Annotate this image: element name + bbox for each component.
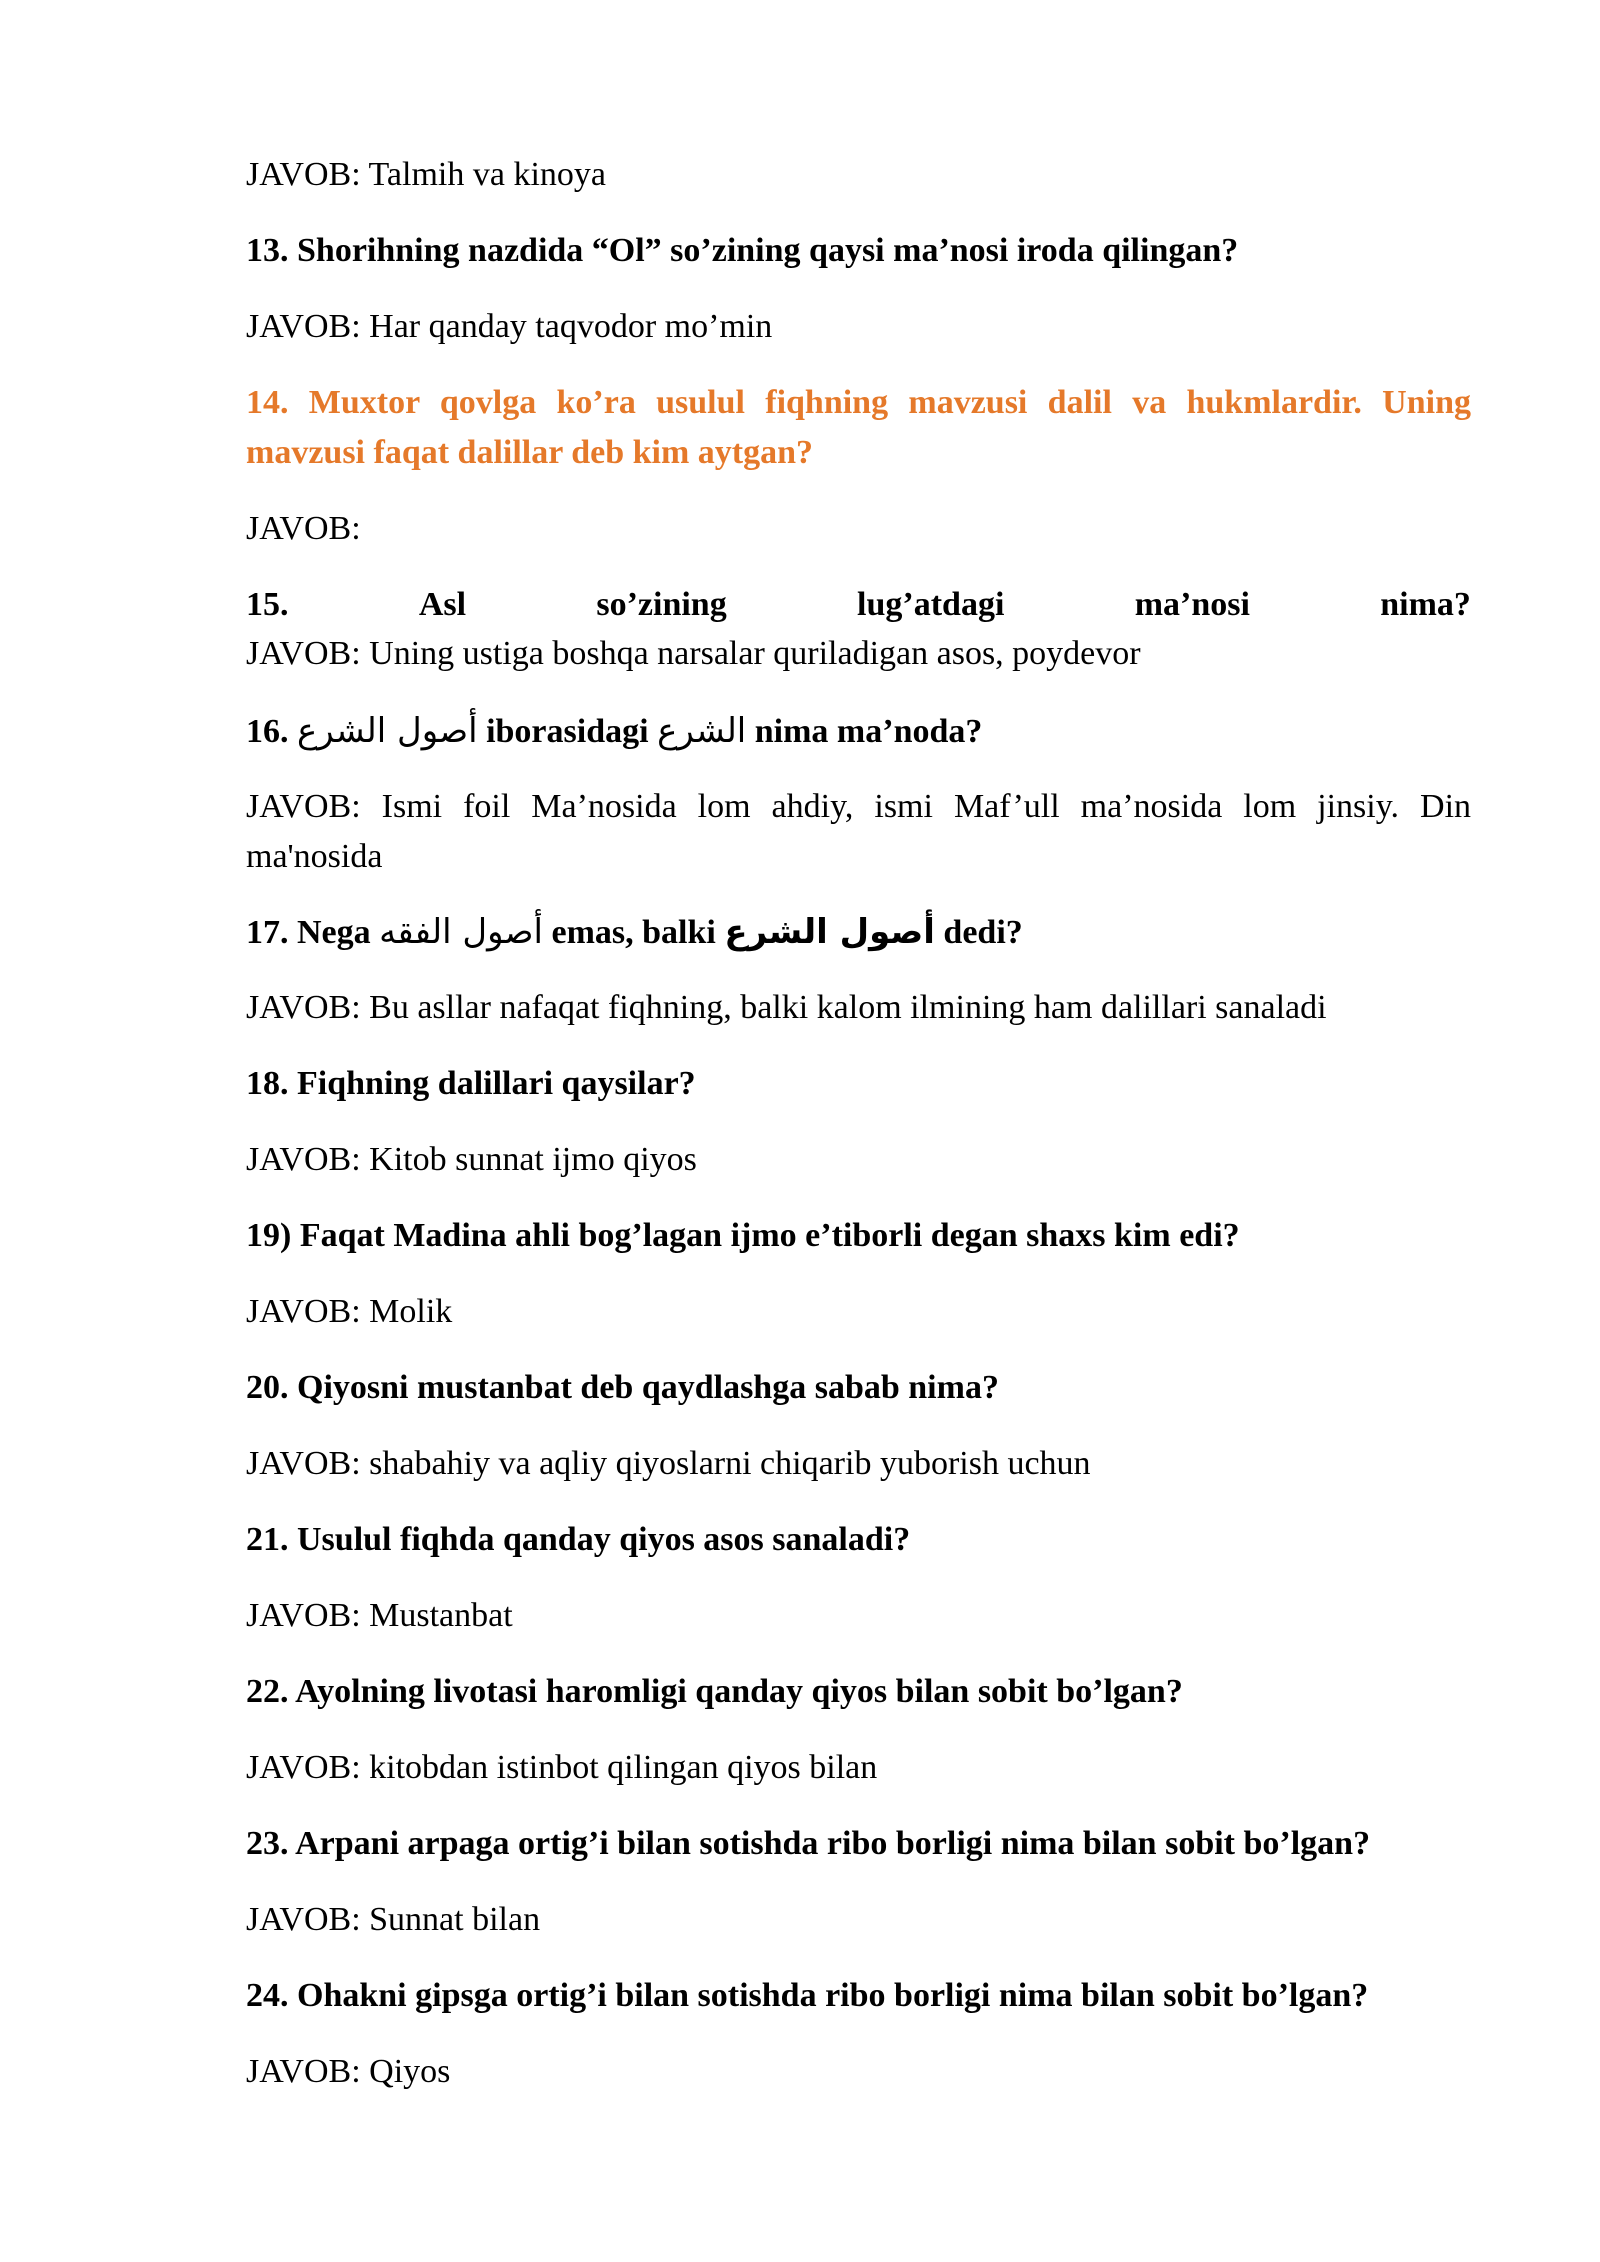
answer-12: JAVOB: Talmih va kinoya xyxy=(246,156,606,193)
answer-22: JAVOB: kitobdan istinbot qilingan qiyos bilan xyxy=(246,1749,878,1786)
answer-19: JAVOB: Molik xyxy=(246,1293,453,1330)
answer-21: JAVOB: Mustanbat xyxy=(246,1597,513,1634)
answer-20: JAVOB: shabahiy va aqliy qiyoslarni chiqarib yuborish uchun xyxy=(246,1445,1091,1482)
answer-16: JAVOB: Ismi foil Ma’nosida lom ahdiy, ismi Maf’ull ma’nosida lom jinsiy. Din ma'nosida xyxy=(246,788,1472,875)
answer-15: JAVOB: Uning ustiga boshqa narsalar quriladigan asos, poydevor xyxy=(246,635,1141,672)
answer-14: JAVOB: xyxy=(246,510,361,547)
answer-17: JAVOB: Bu asllar nafaqat fiqhning, balki kalom ilmining ham dalillari sanaladi xyxy=(246,989,1327,1026)
question-17: 17. Nega أصول الفقه emas, balki أصول الشرع dedi? xyxy=(246,912,1023,952)
question-24: 24. Ohakni gipsga ortig’i bilan sotishda ribo borligi nima bilan sobit bo’lgan? xyxy=(246,1977,1369,2014)
question-19: 19) Faqat Madina ahli bog’lagan ijmo e’tiborli degan shaxs kim edi? xyxy=(246,1217,1240,1254)
answer-13: JAVOB: Har qanday taqvodor mo’min xyxy=(246,308,773,345)
question-18: 18. Fiqhning dalillari qaysilar? xyxy=(246,1065,696,1102)
answer-23: JAVOB: Sunnat bilan xyxy=(246,1901,541,1938)
question-20: 20. Qiyosni mustanbat deb qaydlashga sabab nima? xyxy=(246,1369,999,1406)
question-14: 14. Muxtor qovlga ko’ra usulul fiqhning mavzusi dalil va hukmlardir. Uning mavzusi faqat dalillar deb kim aytgan? xyxy=(246,384,1471,471)
question-22: 22. Ayolning livotasi haromligi qanday qiyos bilan sobit bo’lgan? xyxy=(246,1673,1183,1710)
question-21: 21. Usulul fiqhda qanday qiyos asos sanaladi? xyxy=(246,1521,911,1558)
question-16: 16. أصول الشرع iborasidagi الشرع nima ma’noda? xyxy=(246,711,983,751)
answer-24: JAVOB: Qiyos xyxy=(246,2053,451,2090)
question-23: 23. Arpani arpaga ortig’i bilan sotishda ribo borligi nima bilan sobit bo’lgan? xyxy=(246,1825,1371,1862)
question-15: 15. Asl so’zining lug’atdagi ma’nosi nima? xyxy=(246,586,1471,623)
answer-18: JAVOB: Kitob sunnat ijmo qiyos xyxy=(246,1141,697,1178)
question-13: 13. Shorihning nazdida “Ol” so’zining qaysi ma’nosi iroda qilingan? xyxy=(246,232,1239,269)
